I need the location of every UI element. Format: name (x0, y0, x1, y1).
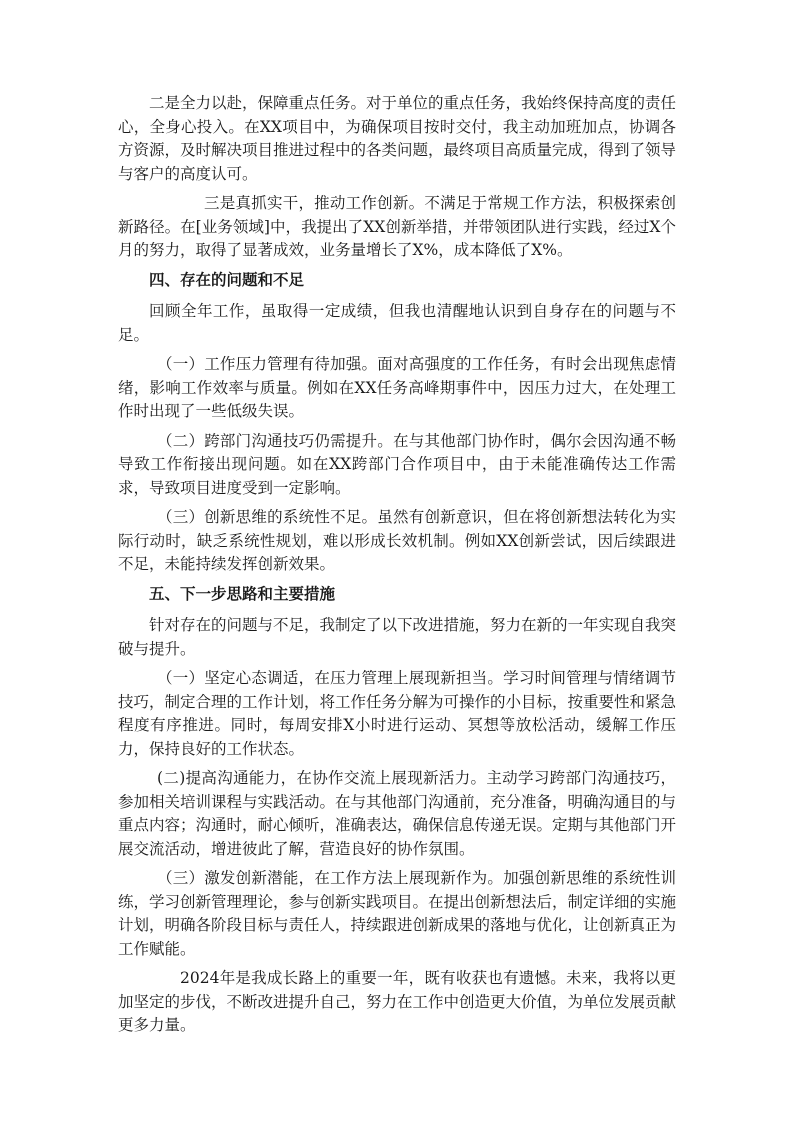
paragraph-measure-pressure: （一）坚定心态调适，在压力管理上展现新担当。学习时间管理与情绪调节技巧，制定合理的工作计划，将工作任务分解为可操作的小目标，按重要性和紧急程度有序推进。同时，每周安排X小时进行运动、冥想等放松活动，缓解工作压力，保持良好的工作状态。 (118, 669, 677, 758)
paragraph-problem-innovation: （三）创新思维的系统性不足。虽然有创新意识，但在将创新想法转化为实际行动时，缺乏系统性规划，难以形成长效机制。例如XX创新尝试，因后续跟进不足，未能持续发挥创新效果。 (118, 508, 676, 573)
paragraph-problem-communication: （二）跨部门沟通技巧仍需提升。在与其他部门协作时，偶尔会因沟通不畅导致工作衔接出现问题。如在XX跨部门合作项目中，由于未能准确传达工作需求，导致项目进度受到一定影响。 (118, 431, 676, 497)
section-heading-next-steps: 五、下一步思路和主要措施 (149, 584, 336, 603)
paragraph-problem-pressure: （一）工作压力管理有待加强。面对高强度的工作任务，有时会出现焦虑情绪，影响工作效率与质量。例如在XX任务高峰期事件中，因压力过大，在处理工作时出现了一些低级失误。 (118, 355, 676, 420)
paragraph-measure-communication: (二)提高沟通能力，在协作交流上展现新活力。主动学习跨部门沟通技巧，参加相关培训课程与实践活动。在与其他部门沟通前，充分准备，明确沟通目的与重点内容；沟通时，耐心倾听，准确表达，确保信息传递无误。定期与其他部门开展交流活动，增进彼此了解，营造良好的协作氛围。 (118, 769, 677, 858)
section-heading-problems: 四、存在的问题和不足 (149, 270, 305, 289)
paragraph-key-tasks: 二是全力以赴，保障重点任务。对于单位的重点任务，我始终保持高度的责任心，全身心投入。在XX项目中，为确保项目按时交付，我主动加班加点，协调各方资源，及时解决项目推进过程中的各类问题，最终项目高质量完成，得到了领导与客户的高度认可。 (118, 94, 677, 183)
paragraph-innovation: 三是真抓实干，推动工作创新。不满足于常规工作方法，积极探索创新路径。在[业务领域]中，我提出了XX创新举措，并带领团队进行实践，经过X个月的努力，取得了显著成效，业务量增长了X%，成本降低了X%。 (118, 194, 676, 259)
paragraph-problems-intro: 回顾全年工作，虽取得一定成绩，但我也清醒地认识到自身存在的问题与不足。 (118, 302, 676, 344)
paragraph-measure-innovation: （三）激发创新潜能，在工作方法上展现新作为。加强创新思维的系统性训练，学习创新管理理论，参与创新实践项目。在提出创新想法后，制定详细的实施计划，明确各阶段目标与责任人，持续跟进创新成果的落地与优化，让创新真正为工作赋能。 (118, 869, 677, 958)
paragraph-measures-intro: 针对存在的问题与不足，我制定了以下改进措施，努力在新的一年实现自我突破与提升。 (118, 616, 677, 658)
paragraph-closing: 2024年是我成长路上的重要一年，既有收获也有遗憾。未来，我将以更加坚定的步伐，不断改进提升自己，努力在工作中创造更大价值，为单位发展贡献更多力量。 (118, 969, 677, 1034)
document-page (118, 92, 676, 1044)
